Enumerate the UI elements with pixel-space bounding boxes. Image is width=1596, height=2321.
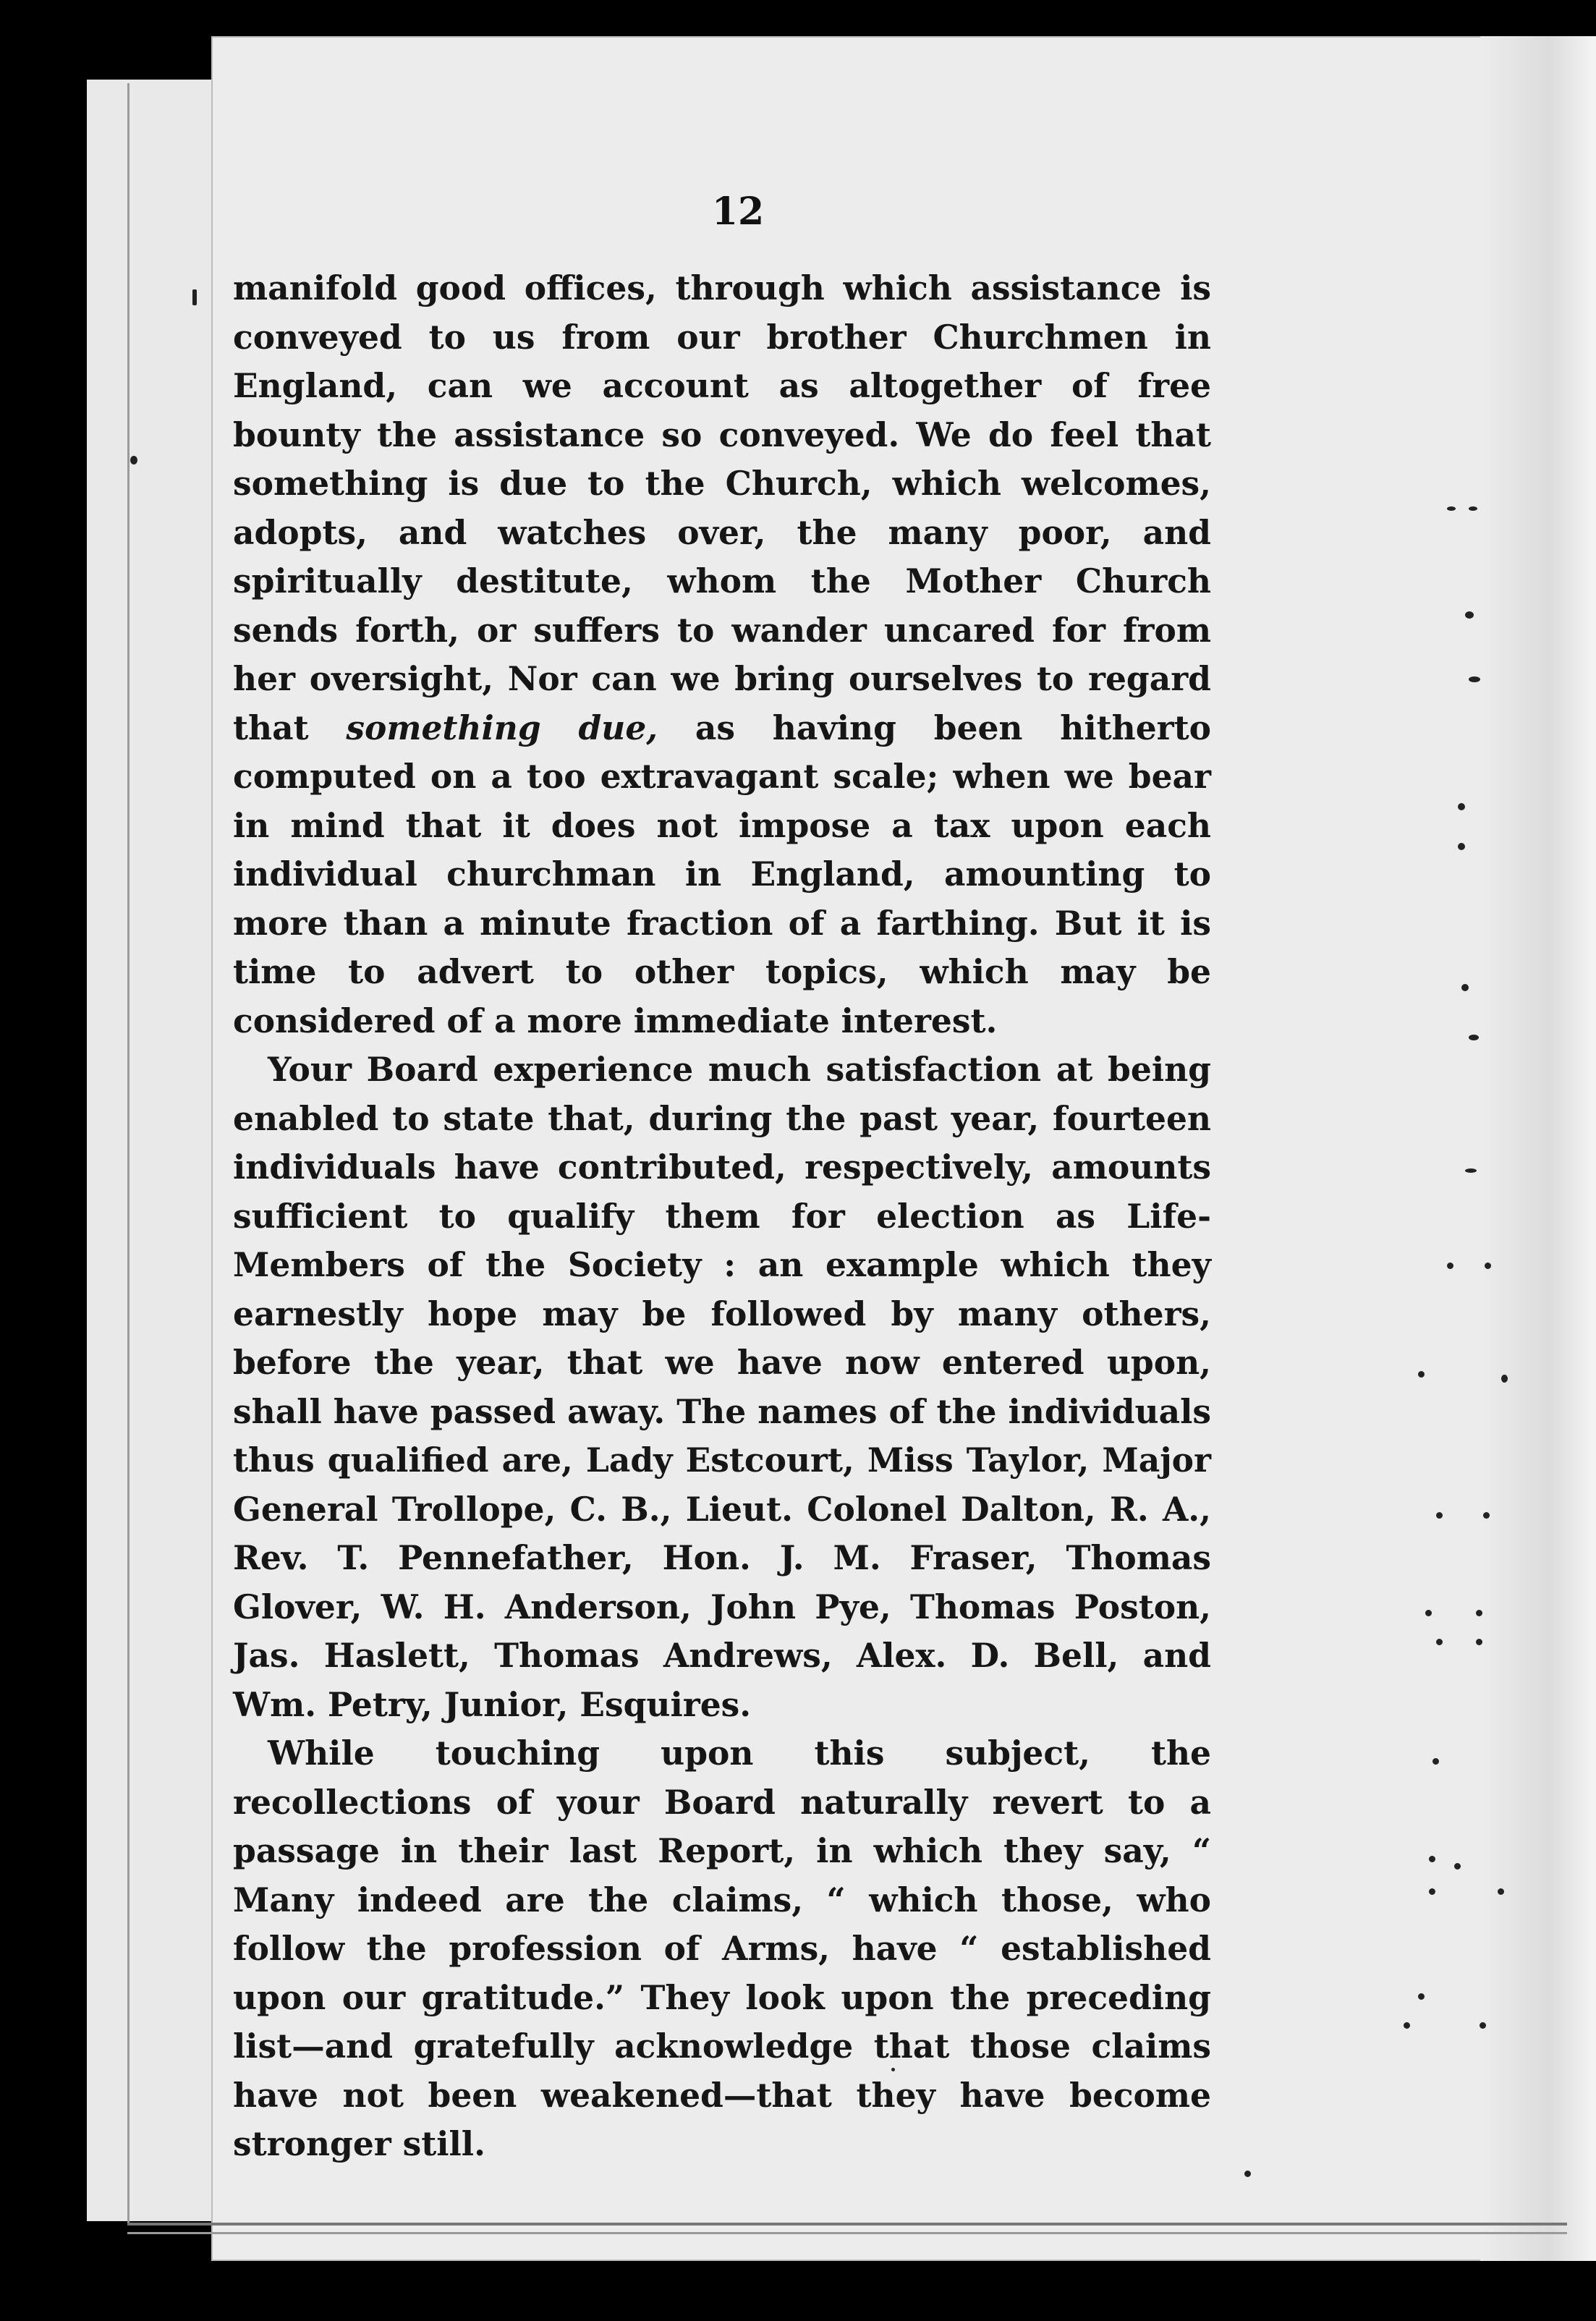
speck bbox=[1469, 506, 1477, 511]
body-text bbox=[233, 264, 1211, 2169]
paragraph-1-text-b: as having been hitherto computed on a too extravagant scale; when we bear in mind that it does not impose a tax upon each individual churchman in England, amounting to more than a minute fraction of a farthing. But it is time to advert to other topics, which may be considered of a more immediate interest. bbox=[233, 708, 1211, 1040]
speck bbox=[1425, 1610, 1432, 1616]
page-number: 12 bbox=[711, 190, 765, 234]
speck bbox=[1476, 1639, 1482, 1645]
speck bbox=[1418, 1371, 1425, 1378]
speck bbox=[1501, 1375, 1508, 1383]
speck bbox=[1429, 1856, 1435, 1862]
speck bbox=[1469, 1035, 1479, 1040]
speck bbox=[1485, 1263, 1491, 1269]
speck bbox=[1436, 1512, 1443, 1519]
speck bbox=[192, 289, 197, 305]
paragraph-2: Your Board experience much satisfaction at being enabled to state that, during the past year, fourteen individuals have contributed, respectively, amounts sufficient to qualify them for election as Life-Members of the Society : an example which they earnestly hope may be followed by many others, before the year, that we have now entered upon, shall have passed away. The names of the individuals thus qualified are, Lady Estcourt, Miss Taylor, Major General Trollope, C. B., Lieut. Colonel Dalton, R. A., Rev. T. Pennefather, Hon. J. M. Fraser, Thomas Glover, W. H. Anderson, John Pye, Thomas Poston, Jas. Haslett, Thomas Andrews, Alex. D. Bell, and Wm. Petry, Junior, Esquires. bbox=[233, 1050, 1211, 1724]
speck bbox=[1404, 2022, 1410, 2029]
paragraph-1-text-a: manifold good offices, through which assistance is conveyed to us from our brother Churchmen in England, can we account as altogether of free bounty the assistance so conveyed. We do feel that something is due to the Church, which welcomes, adopts, and watches over, the many poor, and spiritually destitute, whom the Mother Church sends forth, or suffers to wander uncared for from her oversight, Nor can we bring ourselves to regard that bbox=[233, 268, 1211, 747]
speck bbox=[1447, 1263, 1453, 1269]
speck bbox=[1465, 611, 1474, 619]
speck bbox=[1454, 1863, 1461, 1870]
speck bbox=[1458, 843, 1465, 850]
speck bbox=[1458, 803, 1465, 810]
paragraph-1 bbox=[233, 264, 1211, 1045]
speck bbox=[1429, 1888, 1435, 1895]
speck bbox=[130, 456, 137, 464]
paragraph-1-emphasis: something due, bbox=[346, 708, 658, 747]
speck bbox=[1447, 506, 1456, 511]
speck bbox=[1432, 1758, 1439, 1765]
page-gutter-shadow bbox=[1480, 36, 1596, 2261]
speck bbox=[1476, 1610, 1482, 1616]
speck bbox=[1498, 1888, 1504, 1895]
speck bbox=[1480, 2022, 1486, 2029]
speck bbox=[1436, 1639, 1443, 1645]
speck bbox=[1483, 1512, 1490, 1519]
speck bbox=[1465, 1168, 1477, 1173]
speck bbox=[1418, 1993, 1425, 2000]
speck bbox=[1461, 984, 1469, 991]
speck bbox=[891, 2068, 895, 2071]
sheet-left-edge bbox=[127, 83, 130, 2223]
speck bbox=[1244, 2171, 1251, 2177]
paragraph-3: While touching upon this subject, the recollections of your Board naturally revert to a passage in their last Report, in which they say, “ Many indeed are the claims, “ which those, who follow the profession of Arms, have “ established upon our gratitude.” They look upon the preceding list—and gratefully acknowledge that those claims have not been weakened—that they have become stronger still. bbox=[233, 1734, 1211, 2163]
sheet-bottom-edge bbox=[127, 2223, 1567, 2225]
sheet-bottom-edge-inner bbox=[127, 2232, 1567, 2234]
speck bbox=[1469, 676, 1480, 682]
